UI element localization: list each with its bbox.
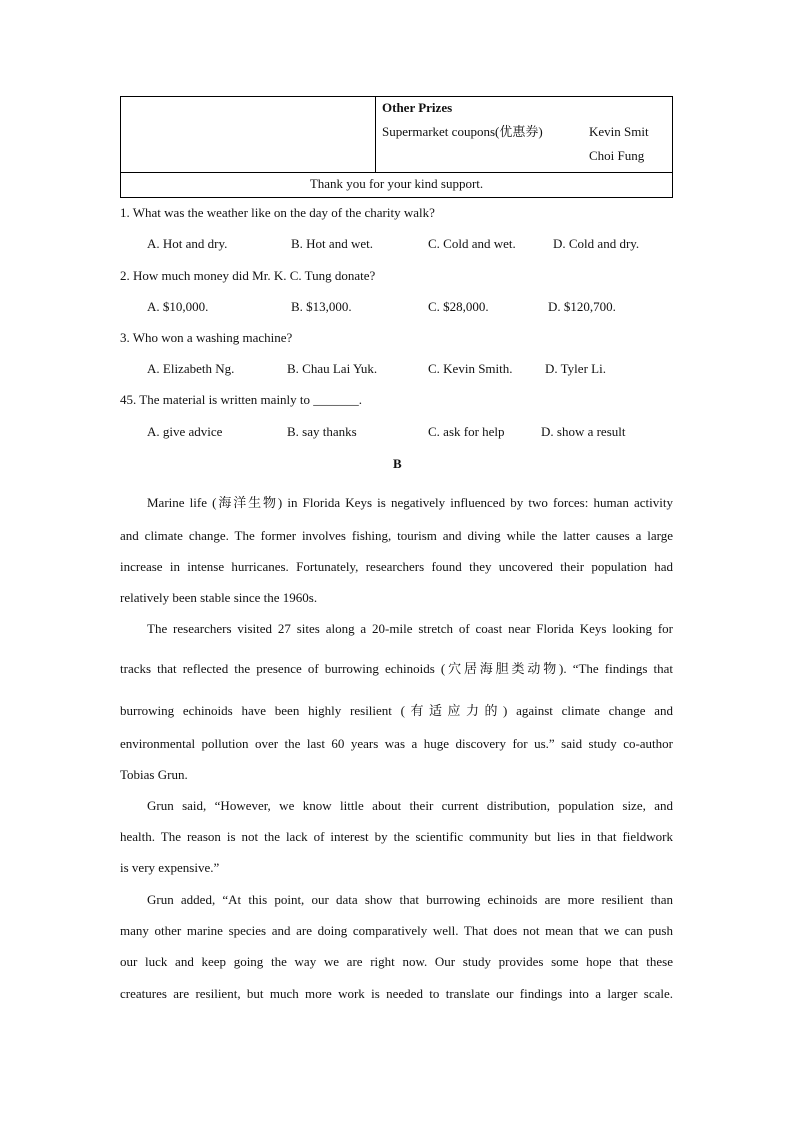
other-prizes-cell xyxy=(376,97,673,173)
passage-line: Tobias Grun. xyxy=(120,767,188,782)
question-45-option-c: C. ask for help xyxy=(428,424,505,439)
passage-line: relatively been stable since the 1960s. xyxy=(120,590,318,605)
coupon-item: Supermarket coupons(优惠券) xyxy=(382,124,543,139)
question-45-stem: 45. The material is written mainly to _______. xyxy=(120,392,363,407)
passage-line: burrowing echinoids have been highly resilient (有适应力的) against climate change and xyxy=(120,703,673,718)
question-1-stem: 1. What was the weather like on the day of the charity walk? xyxy=(120,205,435,220)
passage-line: creatures are resilient, but much more work is needed to translate our findings into a larger scale. xyxy=(120,986,673,1001)
question-3-option-a: A. Elizabeth Ng. xyxy=(147,361,235,376)
question-1-option-c: C. Cold and wet. xyxy=(428,236,516,251)
passage-line: increase in intense hurricanes. Fortunately, researchers found they uncovered their population had xyxy=(120,559,673,574)
passage-line: environmental pollution over the last 60 years was a huge discovery for us.” said study co-author xyxy=(120,736,673,751)
empty-cell xyxy=(121,97,376,173)
thanks-message: Thank you for your kind support. xyxy=(121,173,673,198)
passage-line: many other marine species and are doing comparatively well. That does not mean that we can push xyxy=(120,923,673,938)
prize-row xyxy=(382,121,672,147)
coupon-winner-second: Choi Fung xyxy=(589,148,645,163)
other-prizes-heading: Other Prizes xyxy=(382,100,453,115)
passage-line: tracks that reflected the presence of burrowing echinoids (穴居海胆类动物). “The findings that xyxy=(120,661,673,676)
passage-line: Marine life (海洋生物) in Florida Keys is negatively influenced by two forces: human activity xyxy=(147,495,673,510)
question-1-option-d: D. Cold and dry. xyxy=(553,236,640,251)
question-1-option-a: A. Hot and dry. xyxy=(147,236,228,251)
passage-line: is very expensive.” xyxy=(120,860,220,875)
question-3-option-d: D. Tyler Li. xyxy=(545,361,606,376)
question-45-option-b: B. say thanks xyxy=(287,424,357,439)
passage-line: health. The reason is not the lack of interest by the scientific community but lies in that fieldwork xyxy=(120,829,673,844)
question-2-option-d: D. $120,700. xyxy=(548,299,616,314)
question-2-option-c: C. $28,000. xyxy=(428,299,489,314)
passage-line: The researchers visited 27 sites along a 20-mile stretch of coast near Florida Keys looking for xyxy=(147,621,673,636)
question-3-option-b: B. Chau Lai Yuk. xyxy=(287,361,378,376)
question-3-stem: 3. Who won a washing machine? xyxy=(120,330,293,345)
prize-table xyxy=(120,96,673,198)
question-45-option-a: A. give advice xyxy=(147,424,223,439)
passage-line: Grun added, “At this point, our data show that burrowing echinoids are more resilient than xyxy=(147,892,673,907)
passage-line: our luck and keep going the way we are right now. Our study provides some hope that these xyxy=(120,954,673,969)
question-3-option-c: C. Kevin Smith. xyxy=(428,361,513,376)
question-45-option-d: D. show a result xyxy=(541,424,626,439)
passage-line: Grun said, “However, we know little about their current distribution, population size, and xyxy=(147,798,673,813)
question-2-stem: 2. How much money did Mr. K. C. Tung donate? xyxy=(120,268,376,283)
question-2-option-b: B. $13,000. xyxy=(291,299,352,314)
section-title: B xyxy=(393,456,402,471)
question-1-option-b: B. Hot and wet. xyxy=(291,236,373,251)
passage-line: and climate change. The former involves fishing, tourism and diving while the latter causes a large xyxy=(120,528,673,543)
question-2-option-a: A. $10,000. xyxy=(147,299,209,314)
coupon-winner: Kevin Smit xyxy=(589,124,649,139)
